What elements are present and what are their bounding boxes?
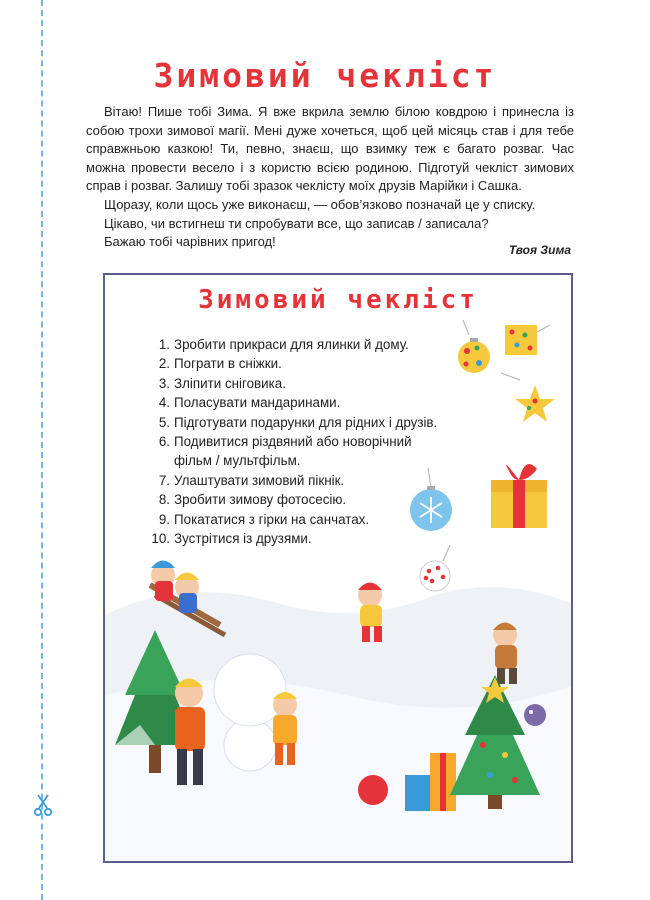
letter-signature: Твоя Зима (508, 243, 571, 257)
letter-paragraph: Вітаю! Пише тобі Зима. Я вже вкрила землю білою ковдрою і принесла із собою трохи зимової магії. Мені дуже хочеться, щоб цей місяць став і для тебе справжньою казкою! Ти, певно, знаєш, що взимку теж є багато розваг. Час можна провести весело і з користю всією родиною. Підготуй чекліст зимових справ і розваг. Залишу тобі зразок чеклісту моїх друзів Марійки і Сашка. (86, 104, 574, 194)
letter-paragraph: Щоразу, коли щось уже виконаєш, — обов’язково позначай це у списку. (104, 196, 536, 212)
ornament-icon (420, 545, 450, 591)
item-text: Поласувати мандаринами. (174, 395, 341, 411)
item-text: Зробити зимову фотосесію. (174, 492, 347, 508)
ornament-icon (458, 320, 490, 373)
checklist-title: Зимовий чекліст (198, 285, 478, 315)
item-number: 1. (158, 337, 170, 352)
gift-box-icon (505, 325, 550, 355)
item-text: Підготувати подарунки для рідних і друзів. (174, 414, 438, 430)
page-title: Зимовий чекліст (153, 56, 497, 95)
item-text: Зустрітися із друзями. (174, 531, 312, 547)
snowflake-ornament-icon (410, 468, 452, 531)
item-number: 5. (158, 414, 170, 430)
item-number: 10. (151, 531, 170, 547)
item-number: 4. (158, 395, 170, 411)
ornament-icon (524, 704, 546, 726)
item-text: Подивитися різдвяний або новорічний фільм / мультфільм. (174, 434, 412, 469)
winter-illustration (105, 275, 573, 863)
item-number: 7. (158, 472, 170, 488)
item-text: Зліпити сніговика. (174, 375, 286, 391)
letter-paragraph: Цікаво, чи встигнеш ти спробувати все, що записав / записала? (104, 215, 489, 231)
gift-box-icon (491, 464, 547, 528)
item-text: Улаштувати зимовий пікнік. (174, 472, 345, 488)
scissors-icon (34, 793, 52, 817)
item-number: 9. (158, 511, 170, 527)
item-number: 8. (158, 492, 170, 508)
item-text: Зробити прикраси для ялинки й дому. (174, 337, 409, 352)
item-number: 6. (158, 434, 170, 450)
letter-body (86, 103, 574, 252)
item-text: Пограти в сніжки. (174, 356, 282, 372)
item-text: Покататися з гірки на санчатах. (174, 511, 370, 527)
checklist-card (103, 273, 573, 863)
item-number: 2. (158, 356, 170, 372)
item-number: 3. (158, 375, 170, 391)
letter-paragraph: Бажаю тобі чарівних пригод! (104, 234, 276, 250)
cut-line (41, 0, 43, 900)
star-ornament-icon (501, 373, 555, 422)
